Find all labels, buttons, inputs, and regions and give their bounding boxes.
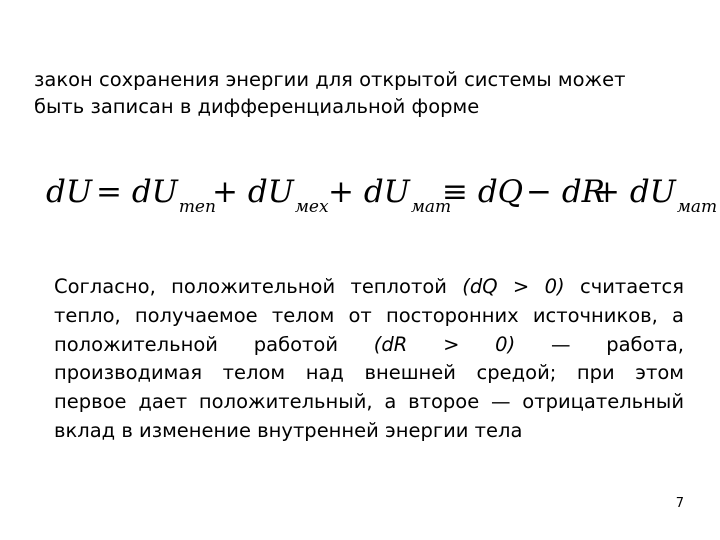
formula-term-2: = $dU_{теп}$: [96, 174, 216, 217]
paragraph-line-3: положительной работой (dR > 0) — работа,: [54, 332, 685, 356]
formula-term-3: + $dU_{мех}$: [212, 174, 329, 217]
formula-term-4: + $dU_{мат}$: [328, 174, 452, 217]
formula-term-7: + $dU_{мат}$: [594, 174, 718, 217]
intro-text: [34, 66, 694, 120]
formula-term-1: dU: [46, 174, 92, 210]
paragraph-line-5: первое дает положительный, а второе — отрицательный: [54, 390, 684, 414]
formula-term-5: ≡ dQ: [442, 174, 524, 210]
intro-line-2: быть записан в дифференциальной форме: [34, 95, 480, 118]
paragraph-line-4: производимая телом над внешней средой; при этом: [54, 361, 684, 385]
paragraph-line-1: Согласно, положительной теплотой (dQ > 0) считается: [54, 275, 685, 298]
intro-line-1: закон сохранения энергии для открытой системы может: [34, 68, 626, 91]
paragraph-line-6: вклад в изменение внутренней энергии тела: [54, 418, 523, 442]
paragraph-line-2: тепло, получаемое телом от посторонних источников, а: [54, 303, 684, 327]
formula-term-6: − dR: [526, 174, 606, 210]
page-number: 7: [675, 496, 684, 511]
energy-balance-formula: [46, 172, 718, 222]
explanation-paragraph: [54, 273, 684, 446]
